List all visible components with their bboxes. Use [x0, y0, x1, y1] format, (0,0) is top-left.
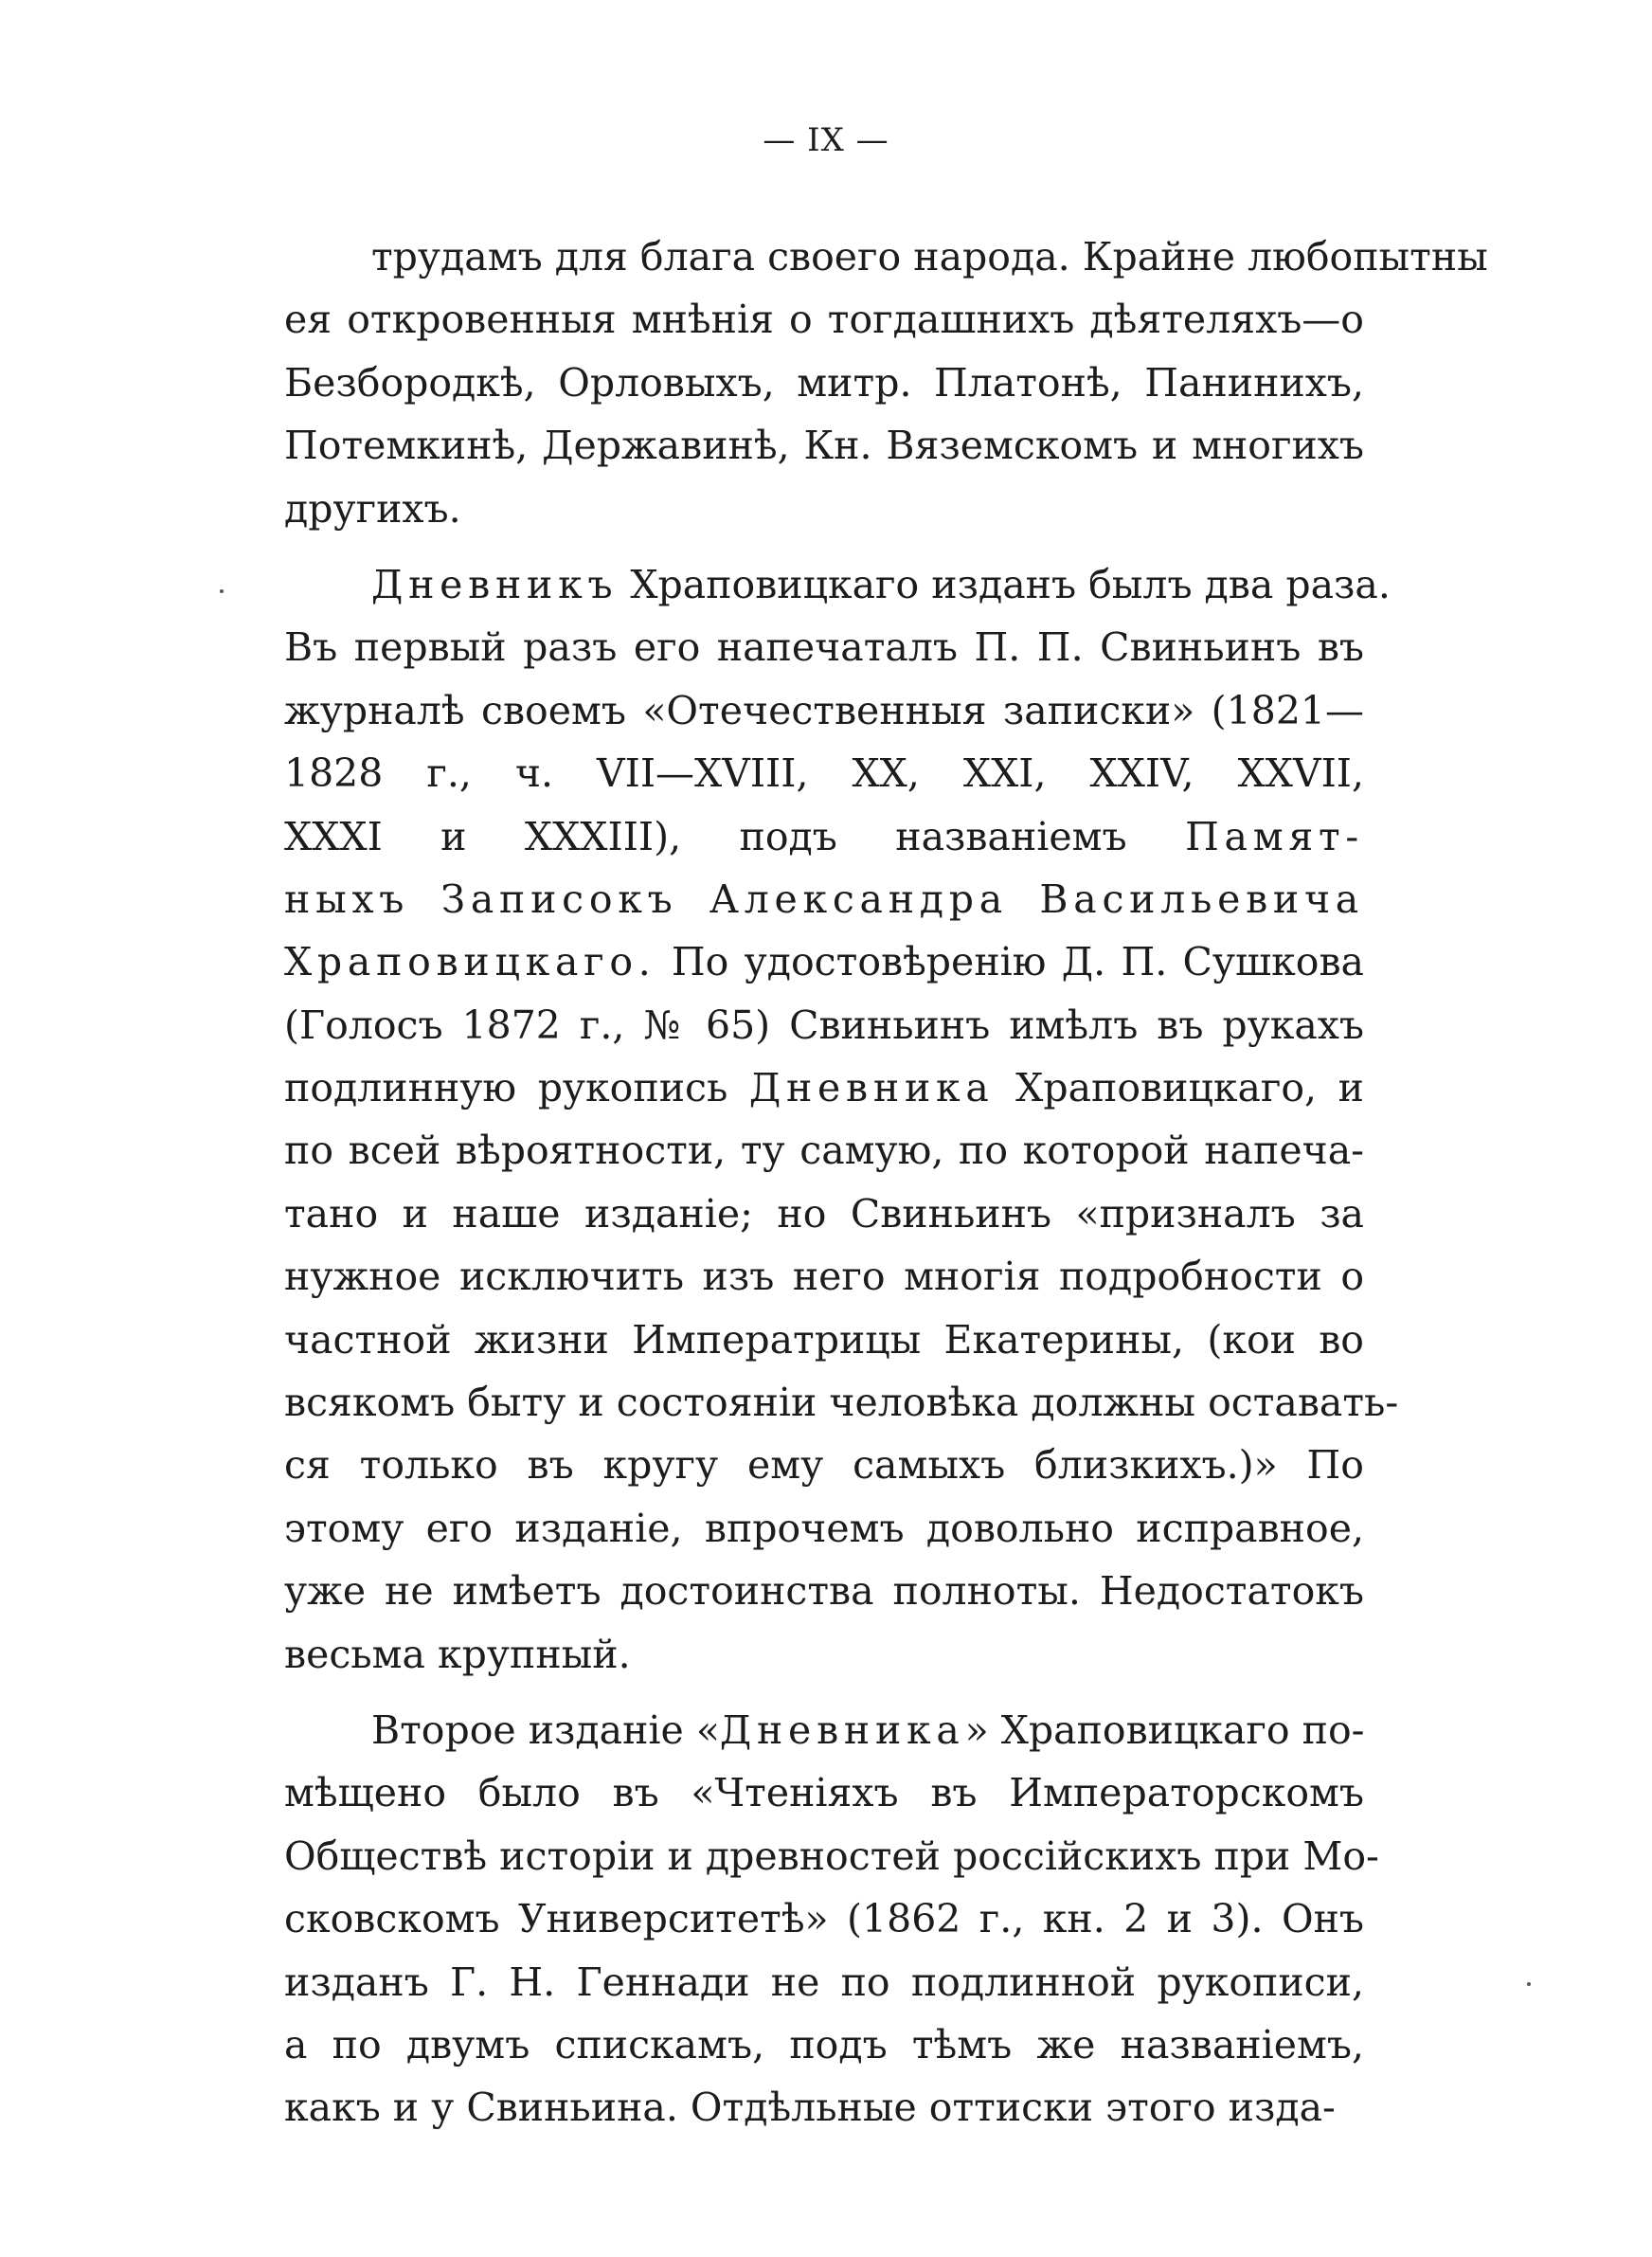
text-segment: весьма крупный.: [284, 1631, 631, 1677]
page-number: — IX —: [763, 121, 889, 159]
text-line: [284, 553, 1391, 616]
text-line: [284, 352, 1364, 414]
paragraph: [284, 553, 1399, 1686]
spaced-emphasis-text: Дневника: [719, 1706, 965, 1753]
text-line: [284, 1560, 1364, 1622]
text-segment: 1828 г., ч. VII—XVIII, XX, XXI, XXIV, XXVII,: [284, 750, 1364, 797]
text-segment: этому его изданіе, впрочемъ довольно исправное,: [284, 1505, 1364, 1551]
text-line: [284, 1119, 1364, 1182]
page-speck: [220, 589, 224, 593]
text-line: [284, 1371, 1399, 1434]
text-segment: сковскомъ Университетѣ» (1862 г., кн. 2 и 3). Онъ: [284, 1896, 1364, 1942]
paragraph: [284, 226, 1488, 540]
text-line: [284, 994, 1364, 1056]
text-segment: тано и наше изданіе; но Свиньинъ «призналъ за: [284, 1190, 1364, 1237]
text-segment: Храповицкаго изданъ былъ два раза.: [618, 561, 1391, 607]
text-segment: Въ первый разъ его напечаталъ П. П. Свиньинъ въ: [284, 624, 1364, 671]
text-line: [284, 1056, 1364, 1119]
text-line: [284, 1951, 1364, 2013]
text-segment: а по двумъ спискамъ, подъ тѣмъ же названіемъ,: [284, 2021, 1364, 2067]
text-segment: мѣщено было въ «Чтеніяхъ въ Императорскомъ: [284, 1770, 1364, 1816]
text-line: [284, 288, 1364, 351]
text-segment: XXXI и XXXIII), подъ названіемъ: [284, 813, 1186, 859]
text-segment: изданъ Г. Н. Геннади не по подлинной рукописи,: [284, 1959, 1364, 2005]
text-segment: по всей вѣроятности, ту самую, по которой напеча-: [284, 1128, 1364, 1174]
text-line: [284, 1825, 1379, 1887]
text-segment: частной жизни Императрицы Екатерины, (кои во: [284, 1316, 1364, 1363]
body-text: [284, 226, 1488, 2153]
text-line: [284, 742, 1364, 804]
text-segment: По удостовѣренію Д. П. Сушкова: [655, 939, 1364, 985]
text-line: [284, 1434, 1364, 1496]
spaced-emphasis-text: ныхъ Записокъ Александра Васильевича: [284, 876, 1364, 922]
text-line: [284, 478, 1364, 540]
text-line: [284, 616, 1364, 678]
text-line: [284, 1309, 1364, 1371]
text-segment: журналѣ своемъ «Отечественныя записки» (1821—: [284, 687, 1364, 733]
text-line: [284, 1497, 1364, 1560]
text-line: [284, 1761, 1364, 1824]
text-line: [284, 1887, 1364, 1950]
text-line: [284, 226, 1488, 288]
spaced-emphasis-text: Дневникъ: [371, 561, 619, 607]
text-line: [284, 1699, 1364, 1761]
text-segment: Безбородкѣ, Орловыхъ, митр. Платонѣ, Панинихъ,: [284, 359, 1364, 406]
text-line: [284, 2076, 1364, 2139]
spaced-emphasis-text: Храповицкаго.: [284, 939, 656, 985]
text-line: [284, 1245, 1364, 1308]
text-line: [284, 1183, 1364, 1245]
text-segment: какъ и у Свиньина. Отдѣльные оттиски этого изда-: [284, 2085, 1336, 2131]
text-segment: Потемкинѣ, Державинѣ, Кн. Вяземскомъ и многихъ: [284, 423, 1364, 469]
text-line: [284, 2013, 1364, 2076]
paragraph: [284, 1699, 1379, 2140]
text-segment: подлинную рукопись: [284, 1065, 749, 1111]
text-segment: другихъ.: [284, 485, 461, 532]
text-segment: Второе изданіе «: [371, 1706, 720, 1753]
text-line: [284, 868, 1364, 930]
text-line: [284, 805, 1364, 868]
page-speck: [1527, 1982, 1531, 1986]
text-segment: нужное исключить изъ него многія подробности о: [284, 1254, 1364, 1300]
text-segment: (Голосъ 1872 г., № 65) Свиньинъ имѣлъ въ рукахъ: [284, 1002, 1364, 1048]
spaced-emphasis-text: Памят-: [1185, 813, 1364, 859]
text-segment: ея откровенныя мнѣнія о тогдашнихъ дѣятеляхъ—о: [284, 297, 1364, 343]
text-segment: Обществѣ исторіи и древностей россійскихъ при Мо-: [284, 1833, 1379, 1879]
text-segment: ся только въ кругу ему самыхъ близкихъ.)» По: [284, 1442, 1364, 1489]
text-segment: уже не имѣетъ достоинства полноты. Недостатокъ: [284, 1568, 1364, 1615]
text-line: [284, 930, 1364, 993]
text-segment: » Храповицкаго по-: [964, 1706, 1365, 1753]
text-segment: всякомъ быту и состояніи человѣка должны оставать-: [284, 1380, 1399, 1426]
text-line: [284, 414, 1364, 477]
text-line: [284, 1623, 1364, 1686]
text-line: [284, 679, 1364, 742]
text-segment: трудамъ для блага своего народа. Крайне любопытны: [371, 234, 1488, 280]
spaced-emphasis-text: Дневника: [748, 1065, 995, 1111]
text-segment: Храповицкаго, и: [994, 1065, 1365, 1111]
